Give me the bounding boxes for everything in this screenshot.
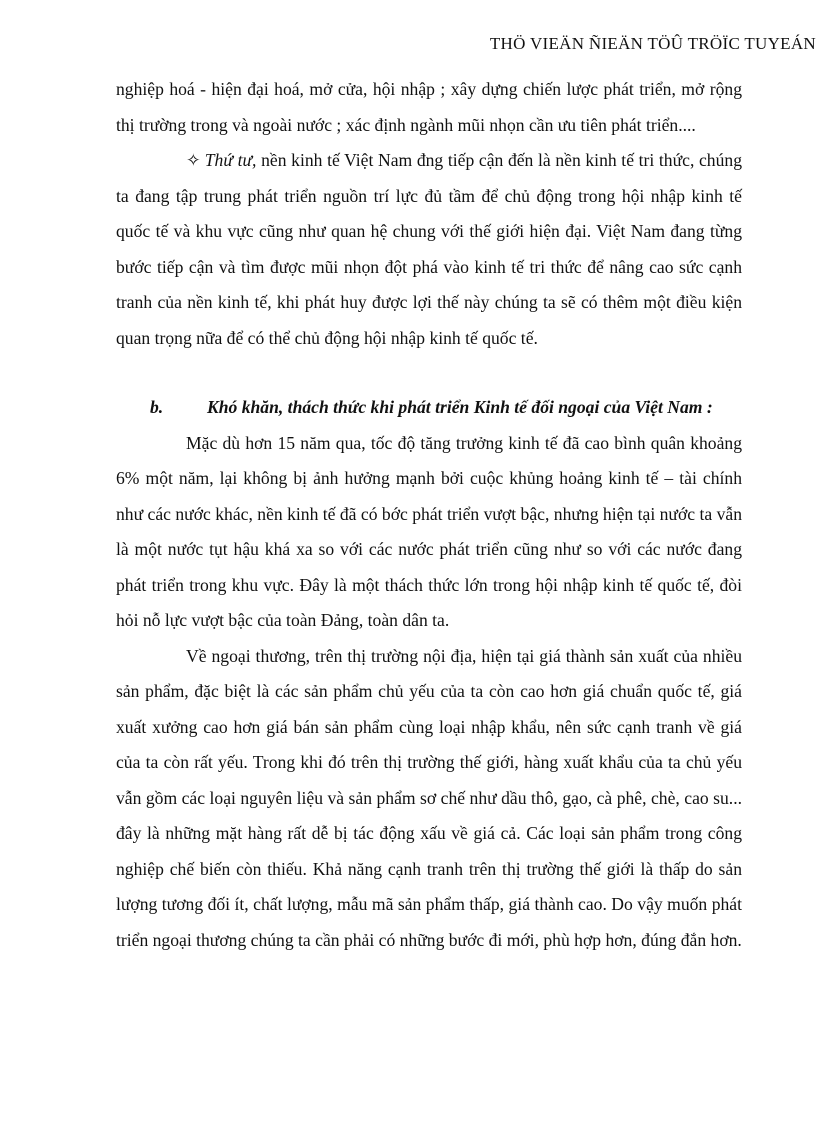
paragraph-fourth-point-text: nền kinh tế Việt Nam đng tiếp cận đến là nền kinh tế tri thức, chúng ta đang tập trung phát triển nguồn trí lực đủ tầm để chủ động trong hội nhập kinh tế quốc tế và khu vực cũng như quan hệ chung với thế giới hiện đại. Việt Nam đang từng bước tiếp cận và tìm được mũi nhọn đột phá vào kinh tế tri thức để nâng cao sức cạnh tranh của nền kinh tế, khi phát huy được lợi thế này chúng ta sẽ có thêm một điều kiện quan trọng nữa để có thể chủ động hội nhập kinh tế quốc tế.: [116, 150, 742, 348]
paragraph-fourth-point: [116, 143, 742, 356]
section-heading: [116, 390, 742, 426]
page-header-title: THÖ VIEÄN ÑIEÄN TÖÛ TRÖÏC TUYEÁN: [489, 34, 816, 53]
paragraph-continuation: nghiệp hoá - hiện đại hoá, mở cửa, hội nhập ; xây dựng chiến lược phát triển, mở rộng thị trường trong và ngoài nước ; xác định ngành mũi nhọn cần ưu tiên phát triển....: [116, 79, 742, 135]
document-body: [116, 72, 742, 958]
paragraph-lead-italic: Thứ tư,: [204, 150, 257, 170]
paragraph-growth: Mặc dù hơn 15 năm qua, tốc độ tăng trưởng kinh tế đã cao bình quân khoảng 6% một năm, lại không bị ảnh hưởng mạnh bởi cuộc khủng hoảng kinh tế – tài chính như các nước khác, nền kinh tế đã có bớc phát triển vượt bậc, nhưng hiện tại nước ta vẫn là một nước tụt hậu khá xa so với các nước phát triển cũng như so với các nước đang phát triển trong khu vực. Đây là một thách thức lớn trong hội nhập kinh tế quốc tế, đòi hỏi nỗ lực vượt bậc của toàn Đảng, toàn dân ta.: [116, 432, 742, 630]
section-heading-text: Khó khăn, thách thức khi phát triển Kinh tế đối ngoại của Việt Nam :: [207, 397, 713, 417]
sparkle-bullet-icon: ✧: [186, 150, 201, 170]
section-heading-letter: b.: [150, 397, 164, 417]
paragraph-foreign-trade: Về ngoại thương, trên thị trường nội địa, hiện tại giá thành sản xuất của nhiều sản phẩm, đặc biệt là các sản phẩm chủ yếu của ta còn cao hơn giá chuẩn quốc tế, giá xuất xưởng cao hơn giá bán sản phẩm cùng loại nhập khẩu, nên sức cạnh tranh về giá của ta còn rất yếu. Trong khi đó trên thị trường thế giới, hàng xuất khẩu của ta chủ yếu vẫn gồm các loại nguyên liệu và sản phẩm sơ chế như dầu thô, gạo, cà phê, chè, cao su... đây là những mặt hàng rất dễ bị tác động xấu về giá cả. Các loại sản phẩm trong công nghiệp chế biến còn thiếu. Khả năng cạnh tranh trên thị trường thế giới là thấp do sản lượng tương đối ít, chất lượng, mẫu mã sản phẩm thấp, giá thành cao. Do vậy muốn phát triển ngoại thương chúng ta cần phải có những bước đi mới, phù hợp hơn, đúng đắn hơn.: [116, 645, 742, 950]
